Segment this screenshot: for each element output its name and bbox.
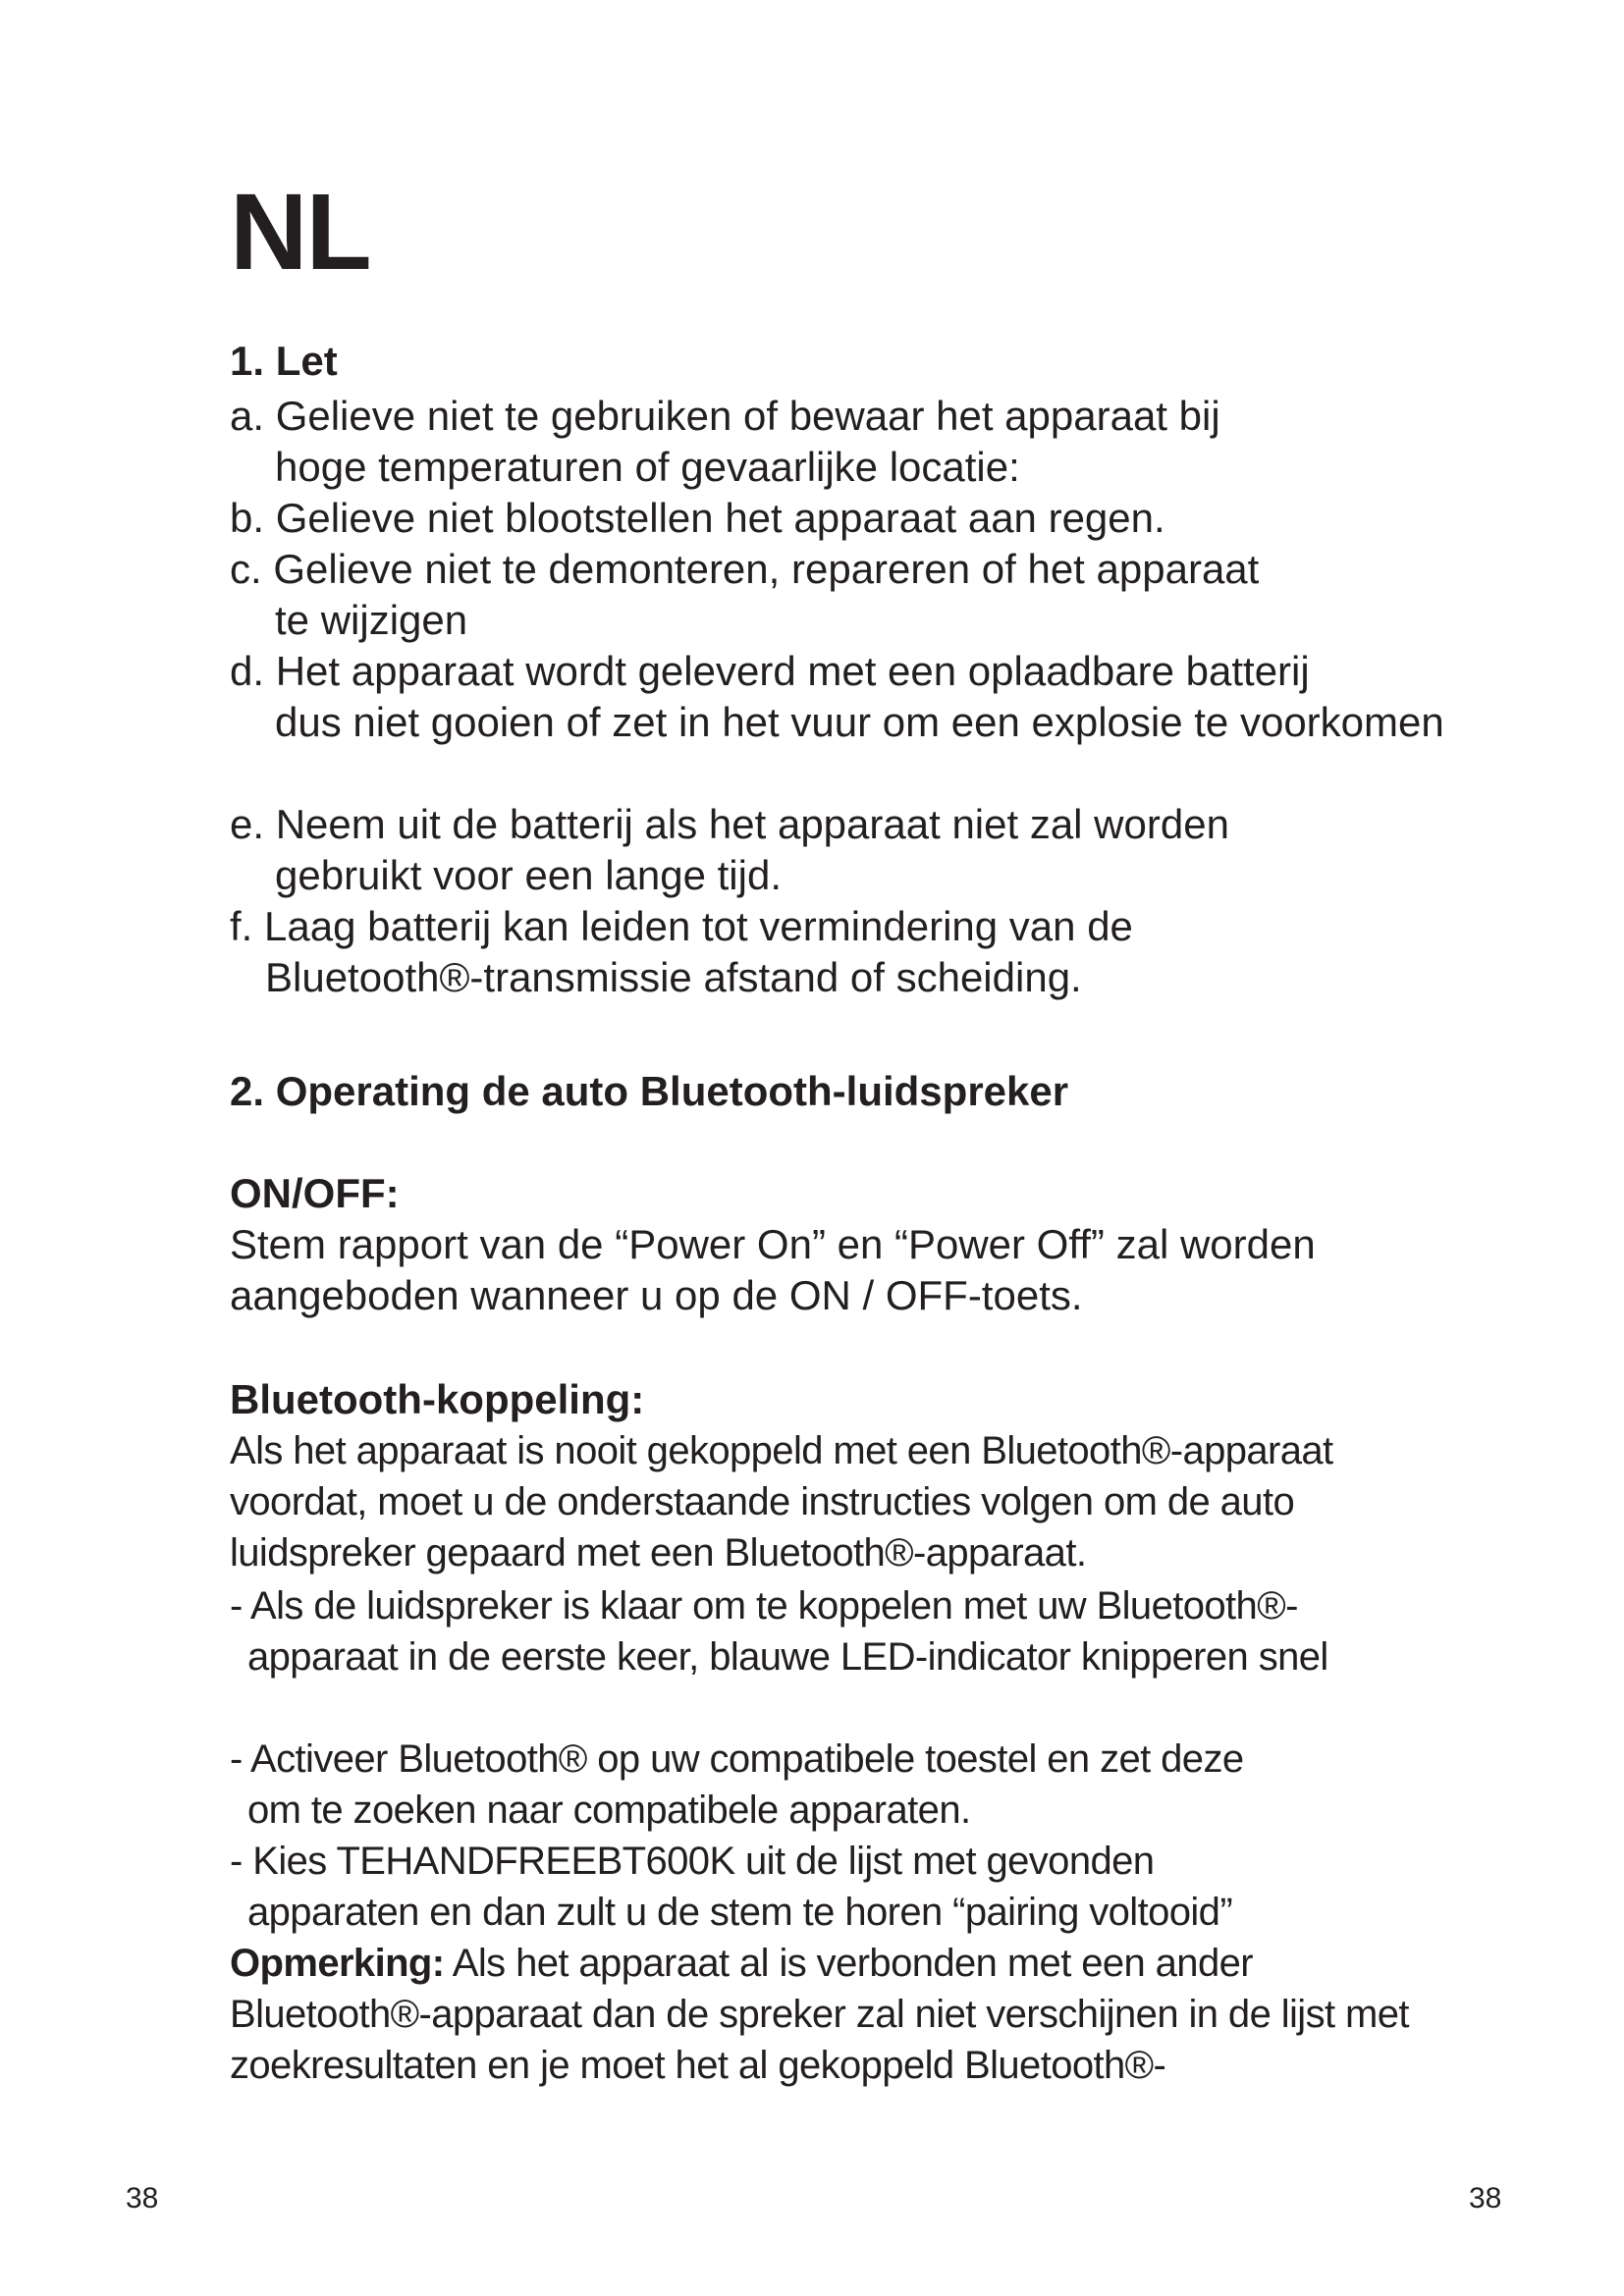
list-item-f [230,901,1467,1003]
page-number-right: 38 [1469,2182,1502,2215]
list-continuation: gebruikt voor een lange tijd. [275,852,782,898]
language-heading: NL [230,172,370,293]
pairing-bullet [230,1836,1359,1938]
pairing-heading: Bluetooth-koppeling: [230,1376,645,1422]
list-continuation: Bluetooth®-transmissie afstand of scheiding. [265,954,1082,1000]
page-number-left: 38 [126,2182,159,2215]
list-marker: d. [230,648,265,694]
list-marker: e. [230,801,265,847]
list-item-c [230,544,1467,646]
onoff-text: Stem rapport van de “Power On” en “Power Off” zal worden aangeboden wanneer u op de ON / OFF-toets. [230,1221,1316,1318]
note-paragraph [230,1938,1447,2091]
list-marker: c. [230,546,262,592]
pairing-bullet [230,1580,1467,1682]
bullet-text: Activeer Bluetooth® op uw compatibele toestel en zet deze [250,1737,1244,1781]
list-text: Laag batterij kan leiden tot vermindering van de [264,903,1133,949]
bullet-marker: - [230,1584,243,1628]
list-continuation: hoge temperaturen of gevaarlijke locatie: [275,444,1020,490]
onoff-heading: ON/OFF: [230,1170,400,1216]
list-text: Gelieve niet blootstellen het apparaat aan regen. [275,495,1165,541]
pairing-intro: Als het apparaat is nooit gekoppeld met een Bluetooth®-apparaat voordat, moet u de onderstaande instructies volgen om de auto luidspreker gepaard met een Bluetooth®-apparaat. [230,1429,1333,1575]
section-title-operating: 2. Operating de auto Bluetooth-luidspreker [230,1068,1069,1114]
bullet-text: Als de luidspreker is klaar om te koppelen met uw Bluetooth®- [250,1584,1298,1628]
note-text: Als het apparaat al is verbonden met een ander Bluetooth®-apparaat dan de spreker zal niet verschijnen in de lijst met zoekresultaten en je moet het al gekoppeld Bluetooth®- [230,1942,1409,2087]
list-continuation: te wijzigen [275,597,468,643]
bullet-continuation: om te zoeken naar compatibele apparaten. [247,1789,971,1832]
bullet-text: Kies TEHANDFREEBT600K uit de lijst met gevonden [252,1840,1155,1883]
list-continuation: dus niet gooien of zet in het vuur om een explosie te voorkomen [275,699,1444,745]
bullet-continuation: apparaten en dan zult u de stem te horen “pairing voltooid” [247,1891,1233,1934]
note-label: Opmerking: [230,1942,445,1985]
list-text: Gelieve niet te gebruiken of bewaar het apparaat bij [275,393,1220,439]
bullet-continuation: apparaat in de eerste keer, blauwe LED-indicator knipperen snel [247,1635,1328,1679]
bullet-marker: - [230,1737,243,1781]
list-text: Gelieve niet te demonteren, repareren of het apparaat [273,546,1260,592]
bullet-marker: - [230,1840,243,1883]
list-marker: b. [230,495,265,541]
list-marker: f. [230,903,253,949]
list-item-b [230,493,1467,544]
list-marker: a. [230,393,265,439]
pairing-bullet [230,1734,1467,1836]
list-item-a [230,391,1467,493]
list-text: Neem uit de batterij als het apparaat niet zal worden [275,801,1229,847]
list-text: Het apparaat wordt geleverd met een oplaadbare batterij [275,648,1310,694]
list-item-d [230,646,1467,748]
list-item-e [230,799,1467,901]
section-title-let: 1. Let [230,338,338,384]
